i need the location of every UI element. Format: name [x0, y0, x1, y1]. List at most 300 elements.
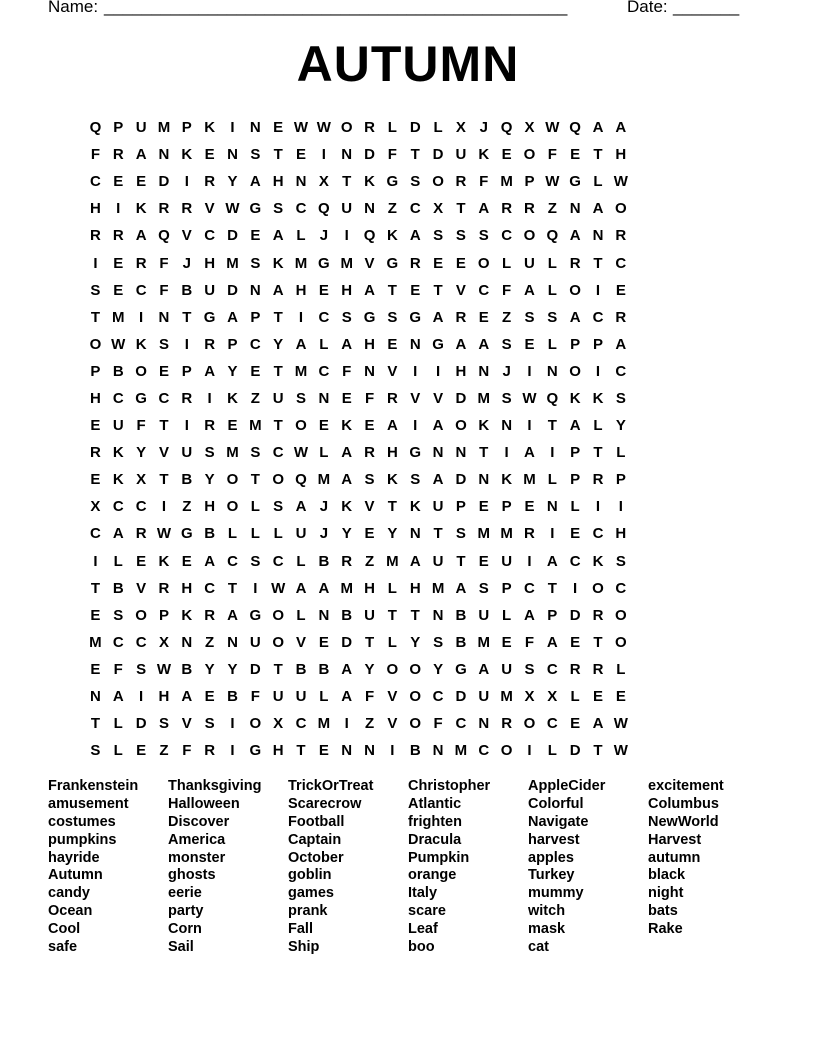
grid-letter[interactable]: M	[317, 471, 331, 489]
grid-letter[interactable]: K	[364, 173, 375, 191]
grid-letter[interactable]: I	[504, 444, 509, 462]
grid-letter[interactable]: V	[455, 281, 466, 299]
grid-letter[interactable]: B	[112, 579, 124, 597]
grid-letter[interactable]: P	[90, 362, 101, 380]
grid-letter[interactable]: M	[500, 173, 513, 191]
grid-letter[interactable]: M	[477, 389, 491, 407]
grid-letter[interactable]: T	[387, 498, 397, 516]
grid-letter[interactable]: B	[181, 660, 193, 678]
grid-letter[interactable]: G	[455, 660, 467, 678]
grid-letter[interactable]: B	[181, 281, 193, 299]
grid-letter[interactable]: A	[569, 227, 581, 245]
grid-letter[interactable]: P	[592, 335, 603, 353]
grid-letter[interactable]: F	[342, 362, 352, 380]
grid-letter[interactable]: L	[547, 335, 557, 353]
grid-letter[interactable]: O	[89, 335, 102, 353]
grid-letter[interactable]: T	[410, 606, 420, 624]
grid-letter[interactable]: E	[570, 715, 581, 733]
grid-letter[interactable]: E	[250, 227, 261, 245]
grid-letter[interactable]: X	[273, 715, 284, 733]
grid-letter[interactable]: U	[432, 498, 444, 516]
grid-letter[interactable]: H	[615, 525, 627, 543]
grid-letter[interactable]: K	[135, 335, 147, 353]
grid-letter[interactable]: Q	[318, 200, 330, 218]
grid-letter[interactable]: K	[158, 552, 170, 570]
grid-letter[interactable]: O	[500, 742, 513, 760]
grid-letter[interactable]: I	[139, 688, 144, 706]
grid-letter[interactable]: R	[135, 525, 147, 543]
grid-letter[interactable]: N	[181, 633, 193, 651]
grid-letter[interactable]: W	[271, 579, 286, 597]
grid-letter[interactable]: H	[90, 200, 101, 218]
grid-letter[interactable]: V	[136, 579, 147, 597]
grid-letter[interactable]: G	[249, 200, 262, 218]
grid-letter[interactable]: F	[159, 281, 169, 299]
grid-letter[interactable]: T	[410, 146, 420, 164]
grid-letter[interactable]: F	[250, 688, 260, 706]
grid-letter[interactable]: C	[135, 633, 147, 651]
grid-letter[interactable]: G	[386, 173, 399, 191]
grid-letter[interactable]: R	[112, 227, 124, 245]
grid-letter[interactable]: T	[342, 173, 352, 191]
grid-letter[interactable]: R	[501, 200, 513, 218]
grid-letter[interactable]: A	[341, 660, 353, 678]
grid-letter[interactable]: S	[250, 146, 261, 164]
grid-letter[interactable]: A	[364, 281, 375, 299]
grid-letter[interactable]: L	[616, 444, 626, 462]
grid-letter[interactable]: N	[592, 227, 604, 245]
grid-letter[interactable]: L	[296, 227, 306, 245]
grid-letter[interactable]: O	[272, 633, 284, 651]
grid-letter[interactable]: L	[273, 525, 283, 543]
grid-letter[interactable]: I	[527, 417, 532, 435]
grid-letter[interactable]: A	[227, 606, 238, 624]
grid-letter[interactable]: N	[432, 444, 444, 462]
grid-letter[interactable]: K	[409, 498, 421, 516]
grid-letter[interactable]: T	[296, 742, 306, 760]
grid-letter[interactable]: I	[390, 742, 395, 760]
grid-letter[interactable]: A	[615, 335, 627, 353]
grid-letter[interactable]: I	[321, 146, 326, 164]
grid-letter[interactable]: Z	[364, 552, 375, 570]
grid-letter[interactable]: H	[90, 389, 101, 407]
grid-letter[interactable]: U	[341, 200, 353, 218]
grid-letter[interactable]: B	[455, 606, 467, 624]
grid-letter[interactable]: C	[295, 200, 307, 218]
grid-letter[interactable]: O	[477, 254, 490, 272]
grid-letter[interactable]: A	[272, 227, 284, 245]
grid-letter[interactable]: W	[225, 200, 240, 218]
grid-letter[interactable]: P	[113, 119, 124, 137]
grid-letter[interactable]: E	[592, 688, 603, 706]
grid-letter[interactable]: C	[135, 498, 147, 516]
grid-letter[interactable]: L	[502, 606, 512, 624]
grid-letter[interactable]: T	[182, 308, 192, 326]
grid-letter[interactable]: E	[364, 525, 375, 543]
grid-letter[interactable]: H	[295, 281, 307, 299]
grid-letter[interactable]: E	[318, 281, 329, 299]
grid-letter[interactable]: T	[250, 471, 260, 489]
grid-letter[interactable]: N	[478, 715, 490, 733]
grid-letter[interactable]: I	[184, 173, 189, 191]
grid-letter[interactable]: S	[524, 308, 535, 326]
grid-letter[interactable]: K	[204, 119, 216, 137]
grid-letter[interactable]: R	[158, 200, 170, 218]
grid-letter[interactable]: T	[159, 471, 169, 489]
grid-letter[interactable]: H	[386, 444, 398, 462]
grid-letter[interactable]: I	[527, 362, 532, 380]
grid-letter[interactable]: N	[364, 362, 375, 380]
grid-letter[interactable]: U	[272, 688, 284, 706]
grid-letter[interactable]: D	[455, 389, 467, 407]
grid-letter[interactable]: R	[204, 742, 216, 760]
grid-letter[interactable]: E	[204, 146, 215, 164]
grid-letter[interactable]: C	[112, 498, 124, 516]
grid-letter[interactable]: L	[570, 498, 580, 516]
grid-letter[interactable]: C	[432, 688, 444, 706]
grid-letter[interactable]: S	[410, 173, 421, 191]
grid-letter[interactable]: L	[547, 254, 557, 272]
grid-letter[interactable]: B	[455, 633, 467, 651]
grid-letter[interactable]: D	[455, 688, 467, 706]
grid-letter[interactable]: A	[112, 688, 124, 706]
grid-letter[interactable]: Y	[227, 173, 238, 191]
grid-letter[interactable]: Y	[615, 417, 626, 435]
grid-letter[interactable]: R	[592, 606, 604, 624]
grid-letter[interactable]: P	[227, 335, 238, 353]
grid-letter[interactable]: Q	[546, 389, 559, 407]
grid-letter[interactable]: V	[296, 633, 307, 651]
grid-letter[interactable]: B	[227, 688, 238, 706]
grid-letter[interactable]: P	[570, 444, 581, 462]
grid-letter[interactable]: R	[501, 715, 513, 733]
grid-letter[interactable]: I	[618, 498, 623, 516]
grid-letter[interactable]: P	[181, 362, 192, 380]
grid-letter[interactable]: F	[159, 254, 169, 272]
grid-letter[interactable]: K	[135, 200, 147, 218]
grid-letter[interactable]: C	[227, 552, 238, 570]
grid-letter[interactable]: A	[569, 308, 581, 326]
grid-letter[interactable]: T	[593, 254, 603, 272]
grid-letter[interactable]: O	[409, 660, 422, 678]
grid-letter[interactable]: U	[432, 552, 444, 570]
grid-letter[interactable]: X	[455, 119, 466, 137]
grid-letter[interactable]: O	[592, 579, 604, 597]
grid-letter[interactable]: S	[296, 389, 307, 407]
grid-letter[interactable]: N	[158, 146, 170, 164]
grid-letter[interactable]: I	[207, 389, 212, 407]
grid-letter[interactable]: O	[272, 471, 284, 489]
grid-letter[interactable]: I	[527, 552, 532, 570]
grid-letter[interactable]: X	[547, 688, 558, 706]
grid-letter[interactable]: K	[227, 389, 238, 407]
grid-letter[interactable]: Y	[387, 525, 398, 543]
grid-letter[interactable]: I	[116, 200, 121, 218]
grid-letter[interactable]: S	[455, 525, 466, 543]
grid-letter[interactable]: P	[455, 498, 466, 516]
grid-letter[interactable]: U	[135, 119, 147, 137]
grid-letter[interactable]: V	[364, 498, 375, 516]
grid-letter[interactable]: H	[455, 362, 467, 380]
grid-letter[interactable]: X	[524, 688, 535, 706]
grid-letter[interactable]: S	[433, 633, 444, 651]
grid-letter[interactable]: E	[318, 633, 329, 651]
grid-letter[interactable]: E	[90, 471, 101, 489]
grid-letter[interactable]: R	[409, 254, 421, 272]
grid-letter[interactable]: Y	[204, 471, 215, 489]
grid-letter[interactable]: F	[547, 146, 557, 164]
grid-letter[interactable]: Z	[250, 389, 260, 407]
grid-letter[interactable]: D	[158, 173, 170, 191]
grid-letter[interactable]: G	[569, 173, 581, 191]
grid-letter[interactable]: U	[478, 688, 490, 706]
grid-letter[interactable]: M	[500, 525, 513, 543]
grid-letter[interactable]: A	[295, 498, 307, 516]
grid-letter[interactable]: R	[524, 200, 535, 218]
grid-letter[interactable]: R	[204, 606, 216, 624]
grid-letter[interactable]: N	[432, 606, 444, 624]
grid-letter[interactable]: R	[364, 444, 375, 462]
grid-letter[interactable]: Q	[500, 119, 513, 137]
grid-letter[interactable]: C	[204, 579, 216, 597]
grid-letter[interactable]: I	[595, 362, 601, 380]
grid-letter[interactable]: H	[204, 498, 216, 516]
grid-letter[interactable]: H	[272, 742, 284, 760]
grid-letter[interactable]: D	[364, 146, 375, 164]
grid-letter[interactable]: E	[90, 417, 101, 435]
grid-letter[interactable]: D	[249, 660, 261, 678]
grid-letter[interactable]: G	[135, 389, 147, 407]
grid-letter[interactable]: O	[249, 715, 262, 733]
grid-letter[interactable]: N	[295, 173, 307, 191]
grid-letter[interactable]: N	[341, 742, 353, 760]
grid-letter[interactable]: L	[113, 715, 123, 733]
grid-letter[interactable]: O	[226, 498, 239, 516]
grid-letter[interactable]: G	[203, 308, 216, 326]
grid-letter[interactable]: I	[413, 362, 418, 380]
grid-letter[interactable]: T	[273, 362, 283, 380]
grid-letter[interactable]: T	[159, 417, 169, 435]
grid-letter[interactable]: A	[546, 633, 558, 651]
grid-letter[interactable]: M	[340, 579, 353, 597]
grid-letter[interactable]: L	[250, 498, 260, 516]
grid-letter[interactable]: D	[455, 471, 467, 489]
grid-letter[interactable]: S	[250, 254, 261, 272]
grid-letter[interactable]: S	[113, 606, 124, 624]
grid-letter[interactable]: W	[545, 119, 560, 137]
grid-letter[interactable]: T	[227, 579, 238, 597]
grid-letter[interactable]: A	[432, 308, 444, 326]
grid-letter[interactable]: E	[478, 308, 489, 326]
grid-letter[interactable]: P	[615, 471, 626, 489]
grid-letter[interactable]: W	[293, 444, 309, 462]
grid-letter[interactable]: S	[615, 389, 626, 407]
grid-letter[interactable]: O	[272, 606, 284, 624]
grid-letter[interactable]: T	[547, 579, 557, 597]
grid-letter[interactable]: E	[524, 335, 535, 353]
grid-letter[interactable]: I	[550, 525, 555, 543]
grid-letter[interactable]: S	[158, 335, 169, 353]
grid-letter[interactable]: T	[364, 633, 375, 651]
grid-letter[interactable]: C	[615, 254, 627, 272]
grid-letter[interactable]: E	[113, 254, 124, 272]
grid-letter[interactable]: S	[364, 471, 375, 489]
grid-letter[interactable]: P	[547, 606, 558, 624]
grid-letter[interactable]: R	[455, 308, 467, 326]
grid-letter[interactable]: J	[479, 119, 488, 137]
grid-letter[interactable]: H	[409, 579, 421, 597]
grid-letter[interactable]: U	[204, 281, 216, 299]
grid-letter[interactable]: I	[161, 498, 167, 516]
grid-letter[interactable]: O	[569, 362, 581, 380]
grid-letter[interactable]: Y	[410, 633, 421, 651]
grid-letter[interactable]: J	[319, 227, 329, 245]
grid-letter[interactable]: C	[135, 281, 147, 299]
grid-letter[interactable]: E	[478, 552, 489, 570]
grid-letter[interactable]: C	[455, 715, 467, 733]
grid-letter[interactable]: A	[409, 227, 421, 245]
grid-letter[interactable]: B	[112, 362, 124, 380]
grid-letter[interactable]: E	[250, 362, 261, 380]
grid-letter[interactable]: R	[112, 146, 124, 164]
grid-letter[interactable]: K	[341, 417, 353, 435]
grid-letter[interactable]: P	[570, 335, 581, 353]
grid-letter[interactable]: M	[89, 633, 102, 651]
grid-letter[interactable]: U	[455, 146, 467, 164]
grid-letter[interactable]: C	[546, 715, 558, 733]
grid-letter[interactable]: L	[113, 552, 123, 570]
grid-letter[interactable]: O	[569, 281, 581, 299]
grid-letter[interactable]: W	[293, 119, 309, 137]
grid-letter[interactable]: L	[387, 119, 397, 137]
grid-letter[interactable]: A	[615, 119, 627, 137]
grid-letter[interactable]: C	[592, 308, 604, 326]
grid-letter[interactable]: Z	[547, 200, 557, 218]
grid-letter[interactable]: O	[386, 660, 399, 678]
grid-letter[interactable]: A	[478, 200, 490, 218]
grid-letter[interactable]: E	[204, 688, 215, 706]
grid-letter[interactable]: N	[364, 742, 375, 760]
grid-letter[interactable]: E	[615, 281, 626, 299]
grid-letter[interactable]: X	[433, 200, 444, 218]
grid-letter[interactable]: E	[113, 281, 124, 299]
grid-letter[interactable]: N	[364, 200, 375, 218]
grid-letter[interactable]: K	[386, 227, 398, 245]
grid-letter[interactable]: R	[90, 444, 101, 462]
grid-letter[interactable]: R	[386, 389, 398, 407]
grid-letter[interactable]: H	[364, 579, 375, 597]
grid-letter[interactable]: L	[113, 742, 123, 760]
grid-letter[interactable]: A	[249, 173, 261, 191]
grid-letter[interactable]: F	[479, 173, 489, 191]
grid-letter[interactable]: C	[318, 362, 330, 380]
grid-letter[interactable]: A	[135, 227, 147, 245]
grid-letter[interactable]: F	[364, 389, 375, 407]
grid-letter[interactable]: L	[319, 444, 329, 462]
grid-letter[interactable]: S	[478, 227, 489, 245]
grid-letter[interactable]: M	[294, 362, 308, 380]
grid-letter[interactable]: N	[90, 688, 101, 706]
grid-letter[interactable]: S	[433, 227, 444, 245]
grid-letter[interactable]: B	[295, 660, 307, 678]
grid-letter[interactable]: M	[249, 417, 262, 435]
grid-letter[interactable]: C	[158, 389, 170, 407]
grid-letter[interactable]: S	[204, 444, 215, 462]
grid-letter[interactable]: A	[524, 444, 535, 462]
grid-letter[interactable]: C	[615, 579, 627, 597]
grid-letter[interactable]: S	[387, 308, 398, 326]
grid-letter[interactable]: E	[318, 742, 329, 760]
grid-letter[interactable]: J	[182, 254, 191, 272]
grid-letter[interactable]: R	[158, 579, 170, 597]
grid-letter[interactable]: C	[90, 173, 101, 191]
grid-letter[interactable]: T	[456, 552, 466, 570]
grid-letter[interactable]: A	[478, 660, 490, 678]
grid-letter[interactable]: A	[227, 308, 238, 326]
grid-letter[interactable]: T	[387, 281, 397, 299]
grid-letter[interactable]: I	[184, 335, 189, 353]
grid-letter[interactable]: E	[410, 281, 421, 299]
grid-letter[interactable]: N	[546, 362, 558, 380]
grid-letter[interactable]: N	[227, 146, 238, 164]
grid-letter[interactable]: D	[341, 633, 353, 651]
grid-letter[interactable]: E	[341, 389, 352, 407]
grid-letter[interactable]: A	[295, 335, 307, 353]
grid-letter[interactable]: Y	[364, 660, 375, 678]
grid-letter[interactable]: G	[363, 308, 376, 326]
grid-letter[interactable]: O	[295, 417, 307, 435]
grid-letter[interactable]: N	[569, 200, 581, 218]
grid-letter[interactable]: W	[613, 742, 628, 760]
grid-letter[interactable]: O	[409, 715, 422, 733]
grid-letter[interactable]: A	[341, 688, 353, 706]
grid-letter[interactable]: U	[272, 389, 284, 407]
grid-letter[interactable]: G	[409, 308, 422, 326]
grid-letter[interactable]: Y	[227, 660, 238, 678]
grid-letter[interactable]: M	[477, 633, 491, 651]
grid-letter[interactable]: D	[227, 227, 238, 245]
grid-letter[interactable]: Y	[227, 362, 238, 380]
grid-letter[interactable]: K	[181, 146, 193, 164]
grid-letter[interactable]: E	[387, 335, 398, 353]
grid-letter[interactable]: L	[547, 471, 557, 489]
grid-letter[interactable]: Y	[341, 525, 352, 543]
grid-letter[interactable]: E	[455, 254, 466, 272]
grid-letter[interactable]: S	[478, 579, 489, 597]
grid-letter[interactable]: D	[135, 715, 147, 733]
grid-letter[interactable]: W	[613, 715, 628, 733]
grid-letter[interactable]: O	[409, 688, 422, 706]
grid-letter[interactable]: T	[273, 146, 283, 164]
grid-letter[interactable]: Y	[136, 444, 147, 462]
grid-letter[interactable]: P	[501, 579, 512, 597]
grid-letter[interactable]: I	[344, 227, 349, 245]
grid-letter[interactable]: B	[409, 742, 421, 760]
grid-letter[interactable]: F	[387, 146, 397, 164]
grid-letter[interactable]: E	[136, 173, 147, 191]
grid-letter[interactable]: M	[157, 119, 171, 137]
grid-letter[interactable]: E	[615, 688, 626, 706]
grid-letter[interactable]: R	[615, 227, 627, 245]
grid-letter[interactable]: L	[547, 281, 557, 299]
grid-letter[interactable]: T	[593, 633, 603, 651]
grid-letter[interactable]: V	[387, 362, 398, 380]
grid-letter[interactable]: C	[478, 281, 490, 299]
grid-letter[interactable]: S	[273, 498, 284, 516]
grid-letter[interactable]: Z	[159, 742, 169, 760]
grid-letter[interactable]: A	[455, 335, 467, 353]
grid-letter[interactable]: I	[595, 498, 601, 516]
